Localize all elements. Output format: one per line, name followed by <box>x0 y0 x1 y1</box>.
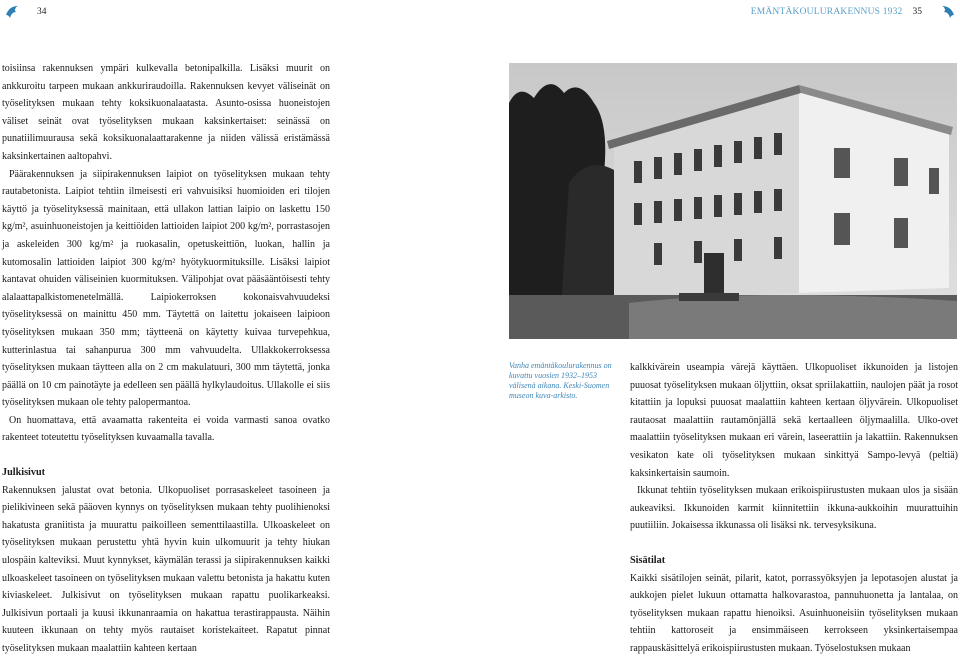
section-heading: Julkisivut <box>2 467 46 479</box>
section-heading: Sisätilat <box>630 554 666 566</box>
left-page-header <box>0 0 470 24</box>
paragraph-spacer <box>2 447 330 464</box>
body-paragraph: kalkkivärein useampia värejä käyttäen. Ulkopuoliset ikkunoiden ja listojen puuosat työselityksen mukaan öljyttiin, oksat spriilakattiin, naulojen päät ja rosot kitattiin ja lopuksi puuosat maalattiin kahteen kertaan öljyvärein. Ulkopuoliset rautaosat maalattiin rautamönjällä sekä kertaalleen öljymaalilla. Ulko-ovet maalattiin työselityksen mukaan eri värein, laseerattiin ja lakattiin. Rakennuksen vesikaton kate oli työselityksen mukaan sinkittyä Sampo-levyä (peltiä) kaksinkertaisin saumoin. <box>630 362 958 479</box>
right-page-number: 35 <box>912 7 922 17</box>
left-page-text <box>2 60 330 658</box>
publisher-logo-icon <box>938 3 956 21</box>
right-page-header <box>490 0 960 24</box>
body-paragraph: Kaikki sisätilojen seinät, pilarit, katot, porrassyöksyjen ja lepotasojen alustat ja aukkojen pielet lukuun ottamatta halkovarastoa, pannuhuonetta ja lantalaa, on työselityksen mukaan rapattu hienoiksi. Asuinhuoneisiin työselityksen mukaan tehtiin kattoroseit ja ensimmäiseen kerrokseen yksinkertaisempaa rappauskäsittelyä erikoispiirustusten mukaan. Työselostuksen mukaan <box>630 572 958 654</box>
body-paragraph: On huomattava, että avaamatta rakenteita ei voida varmasti sanoa ovatko rakenteet toteutettu työselityksen kuvaamalla tavalla. <box>2 414 330 444</box>
running-head: EMÄNTÄKOULURAKENNUS 1932 <box>750 7 903 17</box>
photo-caption: Vanha emäntäkoulurakennus on kuvattu vuosien 1932–1953 välisenä aikana. Keski-Suomen museon kuva-arkisto. <box>509 361 612 400</box>
building-photo <box>509 63 957 339</box>
body-paragraph: Rakennuksen jalustat ovat betonia. Ulkopuoliset porrasaskeleet tasoineen ja pielikivineen sekä pääoven kynnys on työselityksen mukaan tehty puolihienoksi hakatusta graniitista ja muurattu paikoilleen sementtilaastilla. Ulkoaskeleet on työselityksen mukaan perustettu yhtä hyvin kuin ulkomuurit ja tehty hiukan ulospäin kalteviksi. Muut kynnykset, käymälän terassi ja siipirakennuksen kaikki ulkoaskeleet tasoineen on työselityksen mukaan valettu betonista ja hakattu kuten kiviaskeleet. Julkisivut on työselityksen mukaan rapattu puolikarkeaksi. Julkisivun portaali ja kuusi ikkunanraamia on hakattua terastirappausta. Näihin kuuteen ikkunaan on tehty myös rautaiset koristekaiteet. Rapatut pinnat työselityksen mukaan maalattiin kahteen kertaan <box>2 484 330 654</box>
left-page-number: 34 <box>37 7 47 17</box>
paragraph-spacer <box>630 535 958 552</box>
body-paragraph: Ikkunat tehtiin työselityksen mukaan erikoispiirustusten mukaan ulos ja sisään aukeaviksi. Ikkunoiden karmit kiinnitettiin ikkuna-aukkoihin muurattuihin puutiiliin. Jokaisessa ikkunassa oli lisäksi nk. tervesyksikuna. <box>630 485 958 532</box>
body-paragraph: Päärakennuksen ja siipirakennuksen laipiot on työselityksen mukaan tehty rautabetonista. Laipiot tehtiin ilmeisesti eri vahvuisiksi huomioiden eri tilojen käyttö ja työselityksessä mainitaan, että ullakon lattian laipio on laskettu 150 kg/m², asuinhuoneistojen ja keittiöiden lattioiden laipiot 200 kg/m², porrastasojen ja askeleiden 300 kg/m² ja ruokasalin, opetuskeittiön, luokan, hallin ja kutomosalin lattioiden laipiot 300 kg/m² hyötykuormituksille. Lisäksi laipiot kantavat ohuiden väliseinien kuormituksen. Välipohjat ovat pääsääntöisesti tehty alalaattapalkistomenetelmällä. Laipiokerroksen kokonaisvahvuudeksi työselityksessä on mainittu 450 mm. Täytettä on laitettu jokaiseen laipioon työselityksen mukaan 350 mm; täytteenä on käytetty kuivaa turvepehkua, kutterinlastua tai sahanpurua 300 mm vahvuudelta. Ullakkokerroksessa työselityksen mukaan täytteen alla on 2 cm makulatuuri, 300 mm täytettä, jonka päällä on 10 cm painotäyte ja edelleen sen päällä hylkylaudoitus. Ullakolle ei siis työselityksen mukaan ole tehty palopermantoa. <box>2 168 330 409</box>
body-paragraph: toisiinsa rakennuksen ympäri kulkevalla betonipalkilla. Lisäksi muurit on ankkuroitu tarpeen mukaan ankkuriraudoilla. Rakennuksen kevyet väliseinät on työselityksen mukaan tehty koksikuonalaatasta. Asunto-osissa huoneistojen väliset seinät ovat työselityksen mukaan kaksinkertaiset: seinässä on punatiilimuurausa sekä koksikuonalaattarakenne ja niiden välissä eristämässä kaksinkertainen aaltopahvi. <box>2 63 330 162</box>
publisher-logo-icon <box>4 3 22 21</box>
right-page-text <box>630 359 958 658</box>
